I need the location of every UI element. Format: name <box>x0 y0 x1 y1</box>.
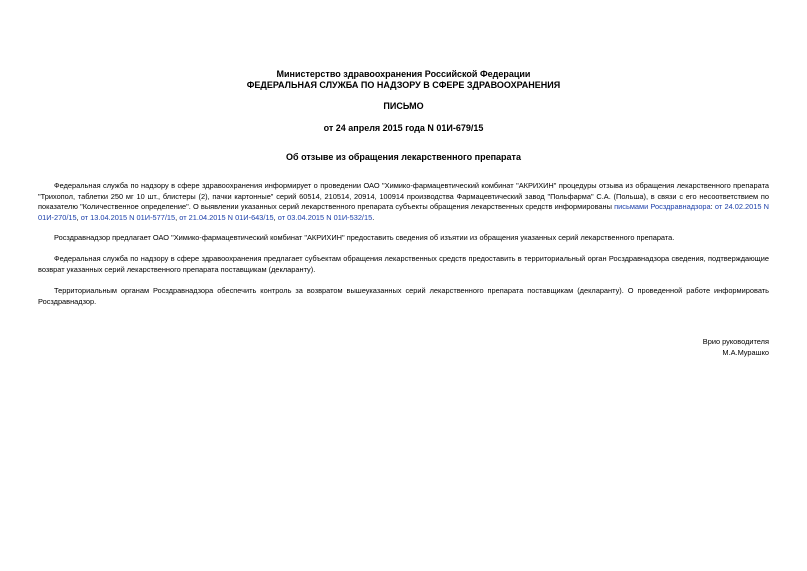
link-roszdravnadzor-letters[interactable]: письмами Росздравнадзора <box>614 202 711 211</box>
paragraph-3 <box>38 254 769 275</box>
link-letter-01i-532-15[interactable]: от 03.04.2015 N 01И-532/15 <box>277 212 373 222</box>
paragraph-end: . <box>372 212 375 222</box>
separator: , <box>273 212 278 222</box>
paragraph-2 <box>38 233 769 244</box>
signatory-position: Врио руководителя <box>702 337 769 346</box>
paragraph-2-text: Росздравнадзор предлагает ОАО "Химико-фармацевтический комбинат "АКРИХИН" предоставить сведения об изъятии из обращения указанных серий лекарственного препарата. <box>54 233 675 242</box>
link-letter-01i-270-15[interactable]: от 24.02.2015 N 01И-270/15 <box>38 202 769 222</box>
paragraph-4 <box>38 286 769 307</box>
signature-block <box>703 336 769 358</box>
separator: , <box>76 212 81 222</box>
link-letter-01i-643-15[interactable]: от 21.04.2015 N 01И-643/15 <box>179 212 274 222</box>
ministry-name: Министерство здравоохранения Российской Федерации <box>276 69 531 79</box>
document-date-number: от 24 апреля 2015 года N 01И-679/15 <box>323 123 484 133</box>
paragraph-1 <box>38 181 769 223</box>
paragraph-3-text: Федеральная служба по надзору в сфере здравоохранения предлагает субъектам обращения лекарственных средств предоставить в территориальный орган Росздравнадзора сведения, подтверждающие возврат указанных серий лекарственного препарата поставщикам (декларанту). <box>38 254 769 274</box>
paragraph-1-text: Федеральная служба по надзору в сфере здравоохранения информирует о проведении ОАО "Химико-фармацевтический комбинат "АКРИХИН" процедуры отзыва из обращения лекарственного препарата "Трихопол, таблетки 250 мг 10 шт., блистеры (2), пачки картонные" серий 60514, 210514, 20914, 100914 производства Фармацевтический завод "Польфарма" С.А. (Польша), в связи с его несоответствием по показателю "Количественное определение". О выявлении указанных серий лекарственного препарата субъекты обращения лекарственных средств информированы <box>38 181 769 211</box>
document-subject: Об отзыве из обращения лекарственного препарата <box>286 152 521 162</box>
separator: , <box>175 212 180 222</box>
service-name: ФЕДЕРАЛЬНАЯ СЛУЖБА ПО НАДЗОРУ В СФЕРЕ ЗДРАВООХРАНЕНИЯ <box>246 80 561 90</box>
signatory-name: М.А.Мурашко <box>722 348 769 357</box>
separator: : <box>710 202 715 211</box>
link-letter-01i-577-15[interactable]: от 13.04.2015 N 01И-577/15 <box>80 212 176 222</box>
document-type: ПИСЬМО <box>383 101 424 111</box>
paragraph-4-text: Территориальным органам Росздравнадзора обеспечить контроль за возвратом вышеуказанных серий лекарственного препарата поставщикам (декларанту). О проведенной работе информировать Росздравнадзор. <box>38 286 769 306</box>
